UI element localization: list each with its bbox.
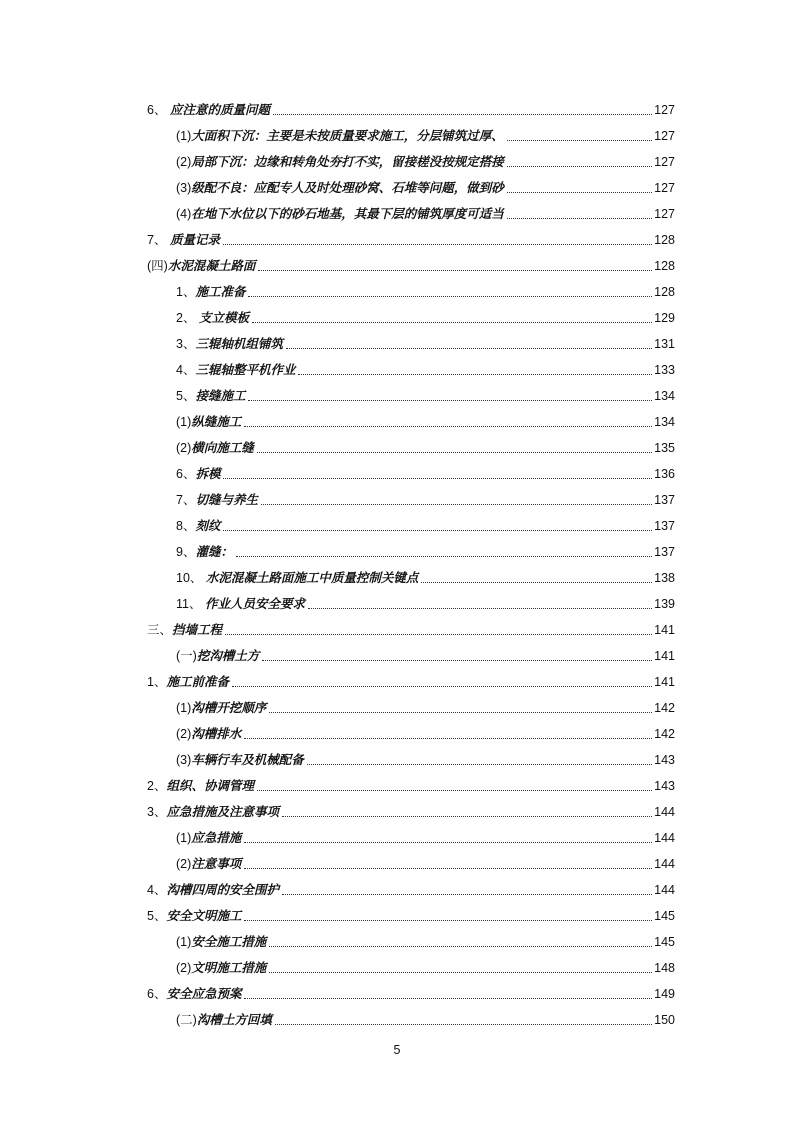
toc-entry-number: (1) xyxy=(176,935,192,949)
toc-entry-number: 1、 xyxy=(176,285,196,299)
dot-leader xyxy=(232,685,652,687)
toc-entry-text: 沟槽四周的安全围护 xyxy=(166,882,279,897)
toc-entry-title xyxy=(147,253,258,279)
toc-entry-number: (1) xyxy=(176,701,192,715)
toc-entry[interactable] xyxy=(147,123,675,149)
dot-leader xyxy=(248,295,652,297)
toc-entry-title xyxy=(176,825,244,851)
toc-entry-title xyxy=(176,123,507,149)
toc-entry-text: 水泥混凝土路面 xyxy=(167,258,256,273)
toc-entry-title xyxy=(176,591,308,617)
toc-entry-text: 灌缝： xyxy=(195,544,233,559)
toc-entry-text: 刻纹 xyxy=(195,518,221,533)
toc-entry-number: 11、 xyxy=(176,597,205,611)
toc-entry-page: 144 xyxy=(654,831,675,845)
toc-entry-page: 143 xyxy=(654,779,675,793)
table-of-contents xyxy=(147,97,675,1033)
toc-entry-title xyxy=(147,97,273,123)
toc-entry-number: (2) xyxy=(176,961,192,975)
toc-entry-text: 应急措施及注意事项 xyxy=(166,804,279,819)
toc-entry-title xyxy=(176,929,269,955)
toc-entry-page: 142 xyxy=(654,727,675,741)
toc-entry-page: 144 xyxy=(654,805,675,819)
toc-entry-text: 沟槽排水 xyxy=(191,726,242,741)
toc-entry-text: 纵缝施工 xyxy=(191,414,242,429)
toc-entry-title xyxy=(176,851,244,877)
toc-entry[interactable] xyxy=(147,539,675,565)
toc-entry[interactable] xyxy=(147,565,675,591)
toc-entry[interactable] xyxy=(147,669,675,695)
toc-entry-title xyxy=(176,279,248,305)
page-number: 5 xyxy=(393,1043,401,1057)
toc-entry-title xyxy=(176,721,244,747)
toc-entry-text: 挡墙工程 xyxy=(172,622,223,637)
toc-entry[interactable] xyxy=(147,201,675,227)
toc-entry-text: 切缝与养生 xyxy=(195,492,258,507)
dot-leader xyxy=(308,607,652,609)
toc-entry[interactable] xyxy=(147,513,675,539)
toc-entry-text: 挖沟槽土方 xyxy=(196,648,260,663)
toc-entry-number: 10、 xyxy=(176,571,206,585)
toc-entry[interactable] xyxy=(147,331,675,357)
toc-entry-number: 7、 xyxy=(176,493,196,507)
dot-leader xyxy=(244,867,652,869)
toc-entry-number: 4、 xyxy=(176,363,196,377)
dot-leader xyxy=(421,581,652,583)
toc-entry-text: 应急措施 xyxy=(191,830,242,845)
toc-entry-text: 拆模 xyxy=(195,466,221,481)
toc-entry[interactable] xyxy=(147,487,675,513)
dot-leader xyxy=(282,893,652,895)
toc-entry-title xyxy=(147,903,244,929)
toc-entry[interactable] xyxy=(147,461,675,487)
toc-entry[interactable] xyxy=(147,773,675,799)
toc-entry[interactable] xyxy=(147,695,675,721)
toc-entry[interactable] xyxy=(147,617,675,643)
toc-entry-number: 6、 xyxy=(176,467,196,481)
toc-entry-page: 137 xyxy=(654,545,675,559)
toc-entry-number: 三、 xyxy=(147,623,173,637)
toc-entry-title xyxy=(176,461,223,487)
toc-entry-page: 145 xyxy=(654,935,675,949)
toc-entry-text: 车辆行车及机械配备 xyxy=(191,752,304,767)
toc-entry[interactable] xyxy=(147,747,675,773)
dot-leader xyxy=(252,321,652,323)
toc-entry[interactable] xyxy=(147,97,675,123)
toc-entry-page: 149 xyxy=(654,987,675,1001)
dot-leader xyxy=(282,815,652,817)
dot-leader xyxy=(257,451,652,453)
toc-entry-page: 148 xyxy=(654,961,675,975)
dot-leader xyxy=(307,763,652,765)
toc-entry-page: 128 xyxy=(654,259,675,273)
toc-entry-title xyxy=(176,695,269,721)
toc-entry-number: 5、 xyxy=(176,389,196,403)
toc-entry-title xyxy=(176,955,269,981)
toc-entry-title xyxy=(176,201,507,227)
toc-entry-text: 施工前准备 xyxy=(166,674,229,689)
toc-entry-number: 4、 xyxy=(147,883,167,897)
dot-leader xyxy=(507,191,652,193)
toc-entry-number: 3、 xyxy=(147,805,167,819)
toc-entry[interactable] xyxy=(147,305,675,331)
toc-entry[interactable] xyxy=(147,175,675,201)
dot-leader xyxy=(223,243,652,245)
toc-entry-number: (四) xyxy=(147,259,168,273)
dot-leader xyxy=(262,659,652,661)
toc-entry-text: 施工准备 xyxy=(195,284,246,299)
toc-entry-text: 作业人员安全要求 xyxy=(204,596,305,611)
toc-entry-page: 134 xyxy=(654,415,675,429)
toc-entry[interactable] xyxy=(147,851,675,877)
toc-entry-number: 1、 xyxy=(147,675,167,689)
toc-entry-title xyxy=(147,773,257,799)
toc-entry-number: (2) xyxy=(176,857,192,871)
toc-entry[interactable] xyxy=(147,825,675,851)
dot-leader xyxy=(273,113,652,115)
toc-entry-text: 应注意的质量问题 xyxy=(169,102,270,117)
dot-leader xyxy=(507,217,652,219)
toc-entry-text: 在地下水位以下的砂石地基，其最下层的铺筑厚度可适当 xyxy=(191,206,504,221)
toc-entry-page: 133 xyxy=(654,363,675,377)
toc-entry-page: 127 xyxy=(654,155,675,169)
toc-entry-title xyxy=(176,305,252,331)
toc-entry[interactable] xyxy=(147,279,675,305)
toc-entry-text: 注意事项 xyxy=(191,856,242,871)
toc-entry-title xyxy=(147,877,282,903)
dot-leader xyxy=(244,919,652,921)
toc-entry-text: 级配不良：应配专人及时处理砂窝、石堆等问题，做到砂 xyxy=(191,180,504,195)
toc-entry-number: (3) xyxy=(176,181,192,195)
toc-entry-number: (2) xyxy=(176,441,192,455)
toc-entry-title xyxy=(176,435,257,461)
toc-entry-text: 沟槽土方回填 xyxy=(196,1012,272,1027)
toc-entry-title xyxy=(147,669,232,695)
dot-leader xyxy=(507,139,652,141)
toc-entry[interactable] xyxy=(147,1007,675,1033)
toc-entry-number: (4) xyxy=(176,207,192,221)
toc-entry-title xyxy=(176,331,286,357)
toc-entry-number: (1) xyxy=(176,415,192,429)
dot-leader xyxy=(248,399,652,401)
toc-entry[interactable] xyxy=(147,227,675,253)
toc-entry-page: 144 xyxy=(654,883,675,897)
toc-entry-page: 128 xyxy=(654,285,675,299)
toc-entry-page: 143 xyxy=(654,753,675,767)
toc-entry-title xyxy=(176,357,298,383)
toc-entry-page: 137 xyxy=(654,493,675,507)
toc-entry-text: 安全应急预案 xyxy=(166,986,242,1001)
toc-entry-page: 127 xyxy=(654,103,675,117)
toc-entry[interactable] xyxy=(147,799,675,825)
toc-entry[interactable] xyxy=(147,409,675,435)
toc-entry-page: 141 xyxy=(654,675,675,689)
toc-entry-title xyxy=(147,617,225,643)
toc-entry-text: 三辊轴机组铺筑 xyxy=(195,336,283,351)
dot-leader xyxy=(269,945,652,947)
toc-entry-text: 局部下沉：边缘和转角处夯打不实，留接槎没按规定搭接 xyxy=(191,154,504,169)
toc-entry-title xyxy=(176,149,507,175)
toc-entry-page: 136 xyxy=(654,467,675,481)
toc-entry-page: 141 xyxy=(654,623,675,637)
toc-entry-page: 139 xyxy=(654,597,675,611)
toc-entry-page: 142 xyxy=(654,701,675,715)
dot-leader xyxy=(236,555,652,557)
toc-entry-number: (1) xyxy=(176,831,192,845)
toc-entry[interactable] xyxy=(147,903,675,929)
dot-leader xyxy=(261,503,652,505)
toc-entry-number: 9、 xyxy=(176,545,196,559)
toc-entry-page: 145 xyxy=(654,909,675,923)
toc-entry[interactable] xyxy=(147,149,675,175)
toc-entry-title xyxy=(147,227,223,253)
dot-leader xyxy=(223,529,652,531)
toc-entry-page: 128 xyxy=(654,233,675,247)
dot-leader xyxy=(244,425,652,427)
dot-leader xyxy=(244,997,652,999)
dot-leader xyxy=(507,165,652,167)
dot-leader xyxy=(244,841,652,843)
toc-entry-text: 接缝施工 xyxy=(195,388,246,403)
toc-entry-number: 6、 xyxy=(147,103,170,117)
dot-leader xyxy=(269,971,652,973)
toc-entry-number: 7、 xyxy=(147,233,170,247)
dot-leader xyxy=(269,711,652,713)
toc-entry-number: 3、 xyxy=(176,337,196,351)
toc-entry-number: 2、 xyxy=(147,779,167,793)
dot-leader xyxy=(223,477,652,479)
dot-leader xyxy=(225,633,652,635)
toc-entry[interactable] xyxy=(147,981,675,1007)
toc-entry-page: 135 xyxy=(654,441,675,455)
toc-entry[interactable] xyxy=(147,643,675,669)
toc-entry[interactable] xyxy=(147,435,675,461)
toc-entry-page: 129 xyxy=(654,311,675,325)
dot-leader xyxy=(298,373,652,375)
toc-entry-number: (二) xyxy=(176,1013,197,1027)
toc-entry-number: (3) xyxy=(176,753,192,767)
toc-entry-title xyxy=(176,383,248,409)
toc-entry-page: 141 xyxy=(654,649,675,663)
toc-entry-text: 质量记录 xyxy=(169,232,220,247)
toc-entry[interactable] xyxy=(147,721,675,747)
toc-entry-title xyxy=(147,981,244,1007)
toc-entry-title xyxy=(147,799,282,825)
toc-entry-number: (2) xyxy=(176,727,192,741)
dot-leader xyxy=(244,737,652,739)
toc-entry[interactable] xyxy=(147,357,675,383)
toc-entry-number: (一) xyxy=(176,649,197,663)
dot-leader xyxy=(257,789,652,791)
toc-entry-page: 150 xyxy=(654,1013,675,1027)
toc-entry-page: 127 xyxy=(654,207,675,221)
toc-entry-text: 沟槽开挖顺序 xyxy=(191,700,267,715)
toc-entry-title xyxy=(176,643,262,669)
toc-entry-number: 2、 xyxy=(176,311,199,325)
toc-entry-number: (2) xyxy=(176,155,192,169)
toc-entry[interactable] xyxy=(147,253,675,279)
toc-entry-title xyxy=(176,487,261,513)
toc-entry-number: 6、 xyxy=(147,987,167,1001)
toc-entry-text: 安全文明施工 xyxy=(166,908,242,923)
toc-entry-title xyxy=(176,1007,275,1033)
toc-entry[interactable] xyxy=(147,929,675,955)
toc-entry-title xyxy=(176,539,236,565)
toc-entry-page: 127 xyxy=(654,181,675,195)
toc-entry-title xyxy=(176,565,421,591)
toc-entry-title xyxy=(176,175,507,201)
toc-entry-text: 安全施工措施 xyxy=(191,934,267,949)
toc-entry-number: 5、 xyxy=(147,909,167,923)
toc-entry-text: 三辊轴整平机作业 xyxy=(195,362,296,377)
dot-leader xyxy=(258,269,652,271)
toc-entry[interactable] xyxy=(147,383,675,409)
toc-entry-text: 水泥混凝土路面施工中质量控制关键点 xyxy=(205,570,419,585)
dot-leader xyxy=(275,1023,652,1025)
toc-entry-text: 组织、协调管理 xyxy=(166,778,254,793)
toc-entry-page: 144 xyxy=(654,857,675,871)
toc-entry-page: 131 xyxy=(654,337,675,351)
dot-leader xyxy=(286,347,652,349)
toc-entry-number: (1) xyxy=(176,129,192,143)
toc-entry[interactable] xyxy=(147,877,675,903)
toc-entry-title xyxy=(176,409,244,435)
toc-entry-text: 文明施工措施 xyxy=(191,960,267,975)
toc-entry-page: 134 xyxy=(654,389,675,403)
toc-entry-text: 大面积下沉：主要是未按质量要求施工，分层铺筑过厚、 xyxy=(191,128,504,143)
toc-entry-page: 127 xyxy=(654,129,675,143)
toc-entry-text: 横向施工缝 xyxy=(191,440,254,455)
toc-entry-page: 138 xyxy=(654,571,675,585)
toc-entry[interactable] xyxy=(147,955,675,981)
toc-entry-page: 137 xyxy=(654,519,675,533)
toc-entry-number: 8、 xyxy=(176,519,196,533)
toc-entry-text: 支立模板 xyxy=(198,310,249,325)
toc-entry-title xyxy=(176,513,223,539)
toc-entry[interactable] xyxy=(147,591,675,617)
toc-entry-title xyxy=(176,747,307,773)
